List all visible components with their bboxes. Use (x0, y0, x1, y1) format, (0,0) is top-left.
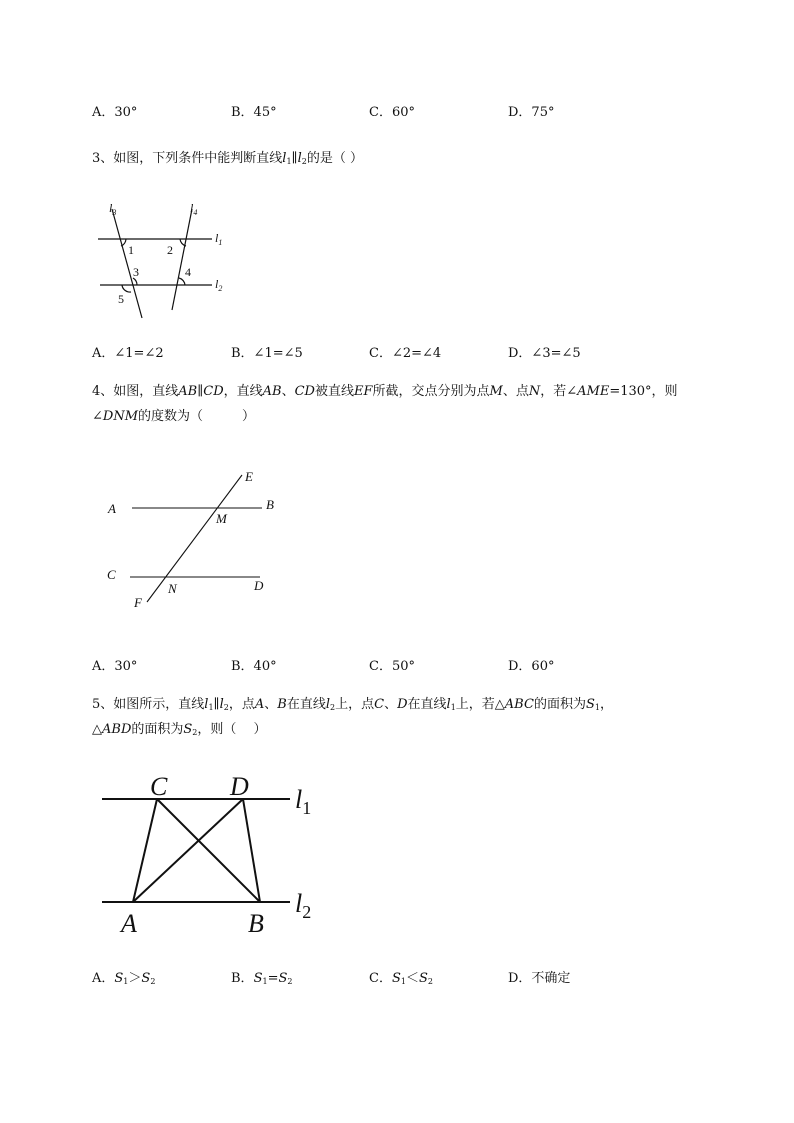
q5-label-l2: $l_2$ (295, 889, 312, 922)
q5-l2-sub: 2 (223, 703, 229, 712)
q3-arc-5 (122, 285, 131, 292)
q5-t3: 、 (264, 697, 278, 712)
q3-label-l2: $l_2$ (215, 277, 223, 293)
q3-angle-5: 5 (118, 292, 124, 306)
q3-figure (90, 195, 250, 325)
q3-angle-3: 3 (133, 265, 139, 279)
q4-ame: AME (577, 384, 610, 399)
q4-label-a: A (108, 501, 116, 516)
q4-dnm: DNM (102, 409, 139, 424)
q5-label-a: A (121, 909, 137, 938)
q5-stem-line1 (92, 696, 613, 717)
q5-s1: S (585, 697, 595, 712)
q3-label-l4: $l_4$ (190, 201, 198, 217)
q5-l2b: l (325, 697, 330, 712)
q5-opt-c-s-sub: 1 (400, 977, 406, 986)
q3-l2-sub: 2 (301, 157, 307, 166)
q5-option-c[interactable] (369, 967, 433, 986)
q4-t5: 被直线 (314, 384, 354, 399)
q3-label-l1: $l_1$ (215, 231, 223, 247)
q5-s1-sub: 1 (594, 703, 600, 712)
q4-t9: =130°，则 (609, 384, 678, 399)
q5-c: C (374, 697, 385, 712)
q5-s2: S (183, 722, 193, 737)
q5-figure (95, 770, 355, 940)
q5-label-b: B (248, 909, 264, 938)
q5-label-c: C (150, 772, 168, 801)
q4-stem-line2 (92, 408, 255, 426)
q3-option-a[interactable]: A．∠1=∠2 (92, 346, 164, 361)
q5-opt-a-s2-sub: 2 (150, 977, 156, 986)
q5-opt-a-s-sub: 1 (123, 977, 129, 986)
q5-abc: ABC (504, 697, 534, 712)
q4-t11: 的度数为（ ） (138, 409, 256, 424)
q5-option-b[interactable] (231, 967, 292, 986)
q5-t7: 在直线 (407, 697, 447, 712)
q5-t10: ， (599, 697, 613, 712)
q5-label-d: D (230, 772, 249, 801)
q3-l1: l (282, 151, 287, 166)
q5-l2b-sub: 2 (330, 703, 336, 712)
q2-option-b[interactable]: B．45° (231, 105, 277, 120)
q3-option-b[interactable]: B．∠1=∠5 (231, 346, 303, 361)
q3-line-l3 (112, 209, 142, 318)
q3-stem-b: 的是（ ） (306, 151, 363, 166)
q5-t8: 上，若△ (455, 697, 505, 712)
q5-t4: 在直线 (286, 697, 326, 712)
q4-cd: CD (203, 384, 224, 399)
q3-arc-3 (133, 278, 137, 285)
q3-l1-sub: 1 (286, 157, 292, 166)
q4-t1: 4、如图，直线 (92, 384, 179, 399)
q5-abd: ABD (102, 722, 132, 737)
q5-opt-c-pre: C． (369, 971, 392, 986)
q5-l2: l (219, 697, 224, 712)
q3-parallel: ∥ (291, 151, 298, 166)
q4-t7: 、点 (502, 384, 529, 399)
q5-d: D (397, 697, 408, 712)
q5-l1b: l (446, 697, 451, 712)
q5-opt-c-s2: S (418, 971, 428, 986)
q5-t6: 、 (384, 697, 398, 712)
q5-opt-b-s2: S (278, 971, 288, 986)
q5-opt-b-s-sub: 1 (262, 977, 268, 986)
q5-stem-line2 (92, 721, 267, 742)
q5-t11: △ (92, 722, 102, 737)
q4-m: M (489, 384, 503, 399)
q5-opt-a-op: ＞ (128, 971, 142, 986)
q5-t5: 上，点 (335, 697, 375, 712)
q5-parallel: ∥ (213, 697, 220, 712)
q5-opt-b-s2-sub: 2 (287, 977, 293, 986)
q4-option-a[interactable]: A．30° (92, 659, 138, 674)
q2-option-c[interactable]: C．60° (369, 105, 415, 120)
q5-opt-a-pre: A． (92, 971, 115, 986)
q5-opt-a-s: S (114, 971, 124, 986)
q4-ab: AB (178, 384, 198, 399)
q4-figure (100, 465, 300, 615)
q4-label-d: D (254, 578, 264, 593)
q4-option-b[interactable]: B．40° (231, 659, 277, 674)
q5-t2: ，点 (228, 697, 255, 712)
q3-angle-2: 2 (167, 243, 173, 257)
q4-option-c[interactable]: C．50° (369, 659, 415, 674)
q4-t8: ，若∠ (540, 384, 578, 399)
q3-option-d[interactable]: D．∠3=∠5 (508, 346, 581, 361)
q5-s2-sub: 2 (192, 728, 198, 737)
q4-t6: 所截，交点分别为点 (372, 384, 490, 399)
q4-t10: ∠ (92, 409, 103, 424)
q5-a: A (254, 697, 265, 712)
q4-label-c: C (107, 567, 116, 582)
q3-label-l3: $l_3$ (109, 201, 117, 217)
q5-label-l1: $l_1$ (295, 785, 312, 818)
q4-t2: ∥ (197, 384, 204, 399)
q4-label-n: N (168, 581, 177, 596)
q5-opt-c-s2-sub: 2 (427, 977, 433, 986)
q3-option-c[interactable]: C．∠2=∠4 (369, 346, 442, 361)
q2-option-a[interactable]: A．30° (92, 105, 138, 120)
q5-seg-ad (133, 799, 243, 902)
q4-stem-line1 (92, 383, 678, 401)
q5-option-a[interactable] (92, 967, 155, 986)
q4-t4: 、 (281, 384, 295, 399)
q5-t9: 的面积为 (533, 697, 586, 712)
q5-l1: l (204, 697, 209, 712)
q4-label-b: B (266, 497, 274, 512)
q5-t1: 5、如图所示，直线 (92, 697, 205, 712)
q5-seg-ac (133, 799, 157, 902)
q4-ef: EF (354, 384, 373, 399)
q5-opt-b-pre: B． (231, 971, 254, 986)
q5-opt-c-s: S (391, 971, 401, 986)
q3-stem-a: 3、如图，下列条件中能判断直线 (92, 151, 283, 166)
q5-t12: 的面积为 (131, 722, 184, 737)
q4-n: N (528, 384, 541, 399)
q4-label-m: M (216, 511, 227, 526)
q3-l2: l (297, 151, 302, 166)
q2-option-d[interactable]: D．75° (508, 105, 555, 120)
q4-cd2: CD (294, 384, 315, 399)
q5-l1b-sub: 1 (450, 703, 456, 712)
q4-ab2: AB (262, 384, 282, 399)
q3-angle-1: 1 (128, 243, 134, 257)
q4-line-ef (147, 475, 242, 602)
q5-opt-b-s: S (253, 971, 263, 986)
q3-angle-4: 4 (185, 265, 191, 279)
q5-opt-b-op: = (267, 971, 279, 986)
q3-stem (92, 150, 363, 171)
q4-option-d[interactable]: D．60° (508, 659, 555, 674)
q5-opt-a-s2: S (141, 971, 151, 986)
q5-t13: ，则（ ） (197, 722, 267, 737)
q5-b: B (277, 697, 287, 712)
q4-label-f: F (134, 595, 142, 610)
q3-arc-4 (179, 278, 185, 285)
q5-opt-c-op: ＜ (405, 971, 419, 986)
q4-label-e: E (245, 469, 253, 484)
q4-t3: ，直线 (223, 384, 263, 399)
q5-option-d[interactable]: D．不确定 (508, 971, 571, 986)
q3-line-l4 (172, 209, 192, 310)
q5-l1-sub: 1 (208, 703, 214, 712)
